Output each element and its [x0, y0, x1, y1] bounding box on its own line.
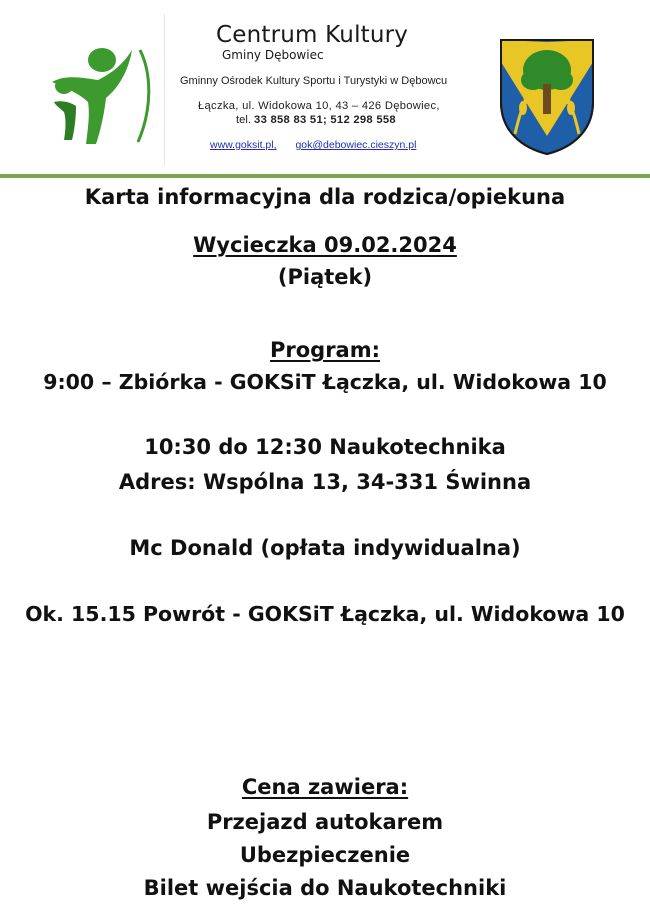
logo-divider: [164, 14, 165, 166]
program-lunch: Mc Donald (opłata indywidualna): [129, 536, 521, 560]
coat-of-arms-icon: [497, 36, 597, 156]
org-subtitle: Gminy Dębowiec: [222, 48, 324, 62]
phone-label: tel.: [236, 114, 251, 126]
email-link[interactable]: gok@debowiec.cieszyn.pl: [295, 139, 417, 151]
program-gathering: 9:00 – Zbiórka - GOKSiT Łączka, ul. Widokowa 10: [43, 370, 607, 394]
org-full-name: Gminny Ośrodek Kultury Sportu i Turystyki w Dębowcu: [180, 75, 448, 87]
letterhead: [0, 0, 650, 180]
program-return: Ok. 15.15 Powrót - GOKSiT Łączka, ul. Widokowa 10: [25, 602, 625, 626]
website-link[interactable]: www.goksit.pl,: [210, 139, 277, 151]
cultural-center-logo: [44, 40, 156, 152]
program-visit: 10:30 do 12:30 Naukotechnika: [144, 435, 506, 459]
price-item: Ubezpieczenie: [239, 843, 411, 867]
org-links: [210, 139, 416, 151]
program-label: Program:: [269, 338, 380, 362]
price-label: Cena zawiera:: [241, 775, 409, 799]
document-heading: Karta informacyjna dla rodzica/opiekuna: [84, 185, 566, 209]
trip-day: (Piątek): [277, 265, 373, 289]
phone-number: 33 858 83 51; 512 298 558: [254, 114, 396, 126]
org-title: Centrum Kultury: [216, 22, 409, 48]
trip-title: Wycieczka 09.02.2024: [193, 233, 457, 257]
price-item: Bilet wejścia do Naukotechniki: [143, 876, 507, 900]
header-divider: [0, 174, 650, 178]
org-phone: [236, 114, 396, 126]
price-item: Przejazd autokarem: [206, 810, 444, 834]
org-address: Łączka, ul. Widokowa 10, 43 – 426 Dębowiec,: [198, 100, 440, 112]
program-visit-address: Adres: Wspólna 13, 34-331 Świnna: [118, 470, 532, 494]
